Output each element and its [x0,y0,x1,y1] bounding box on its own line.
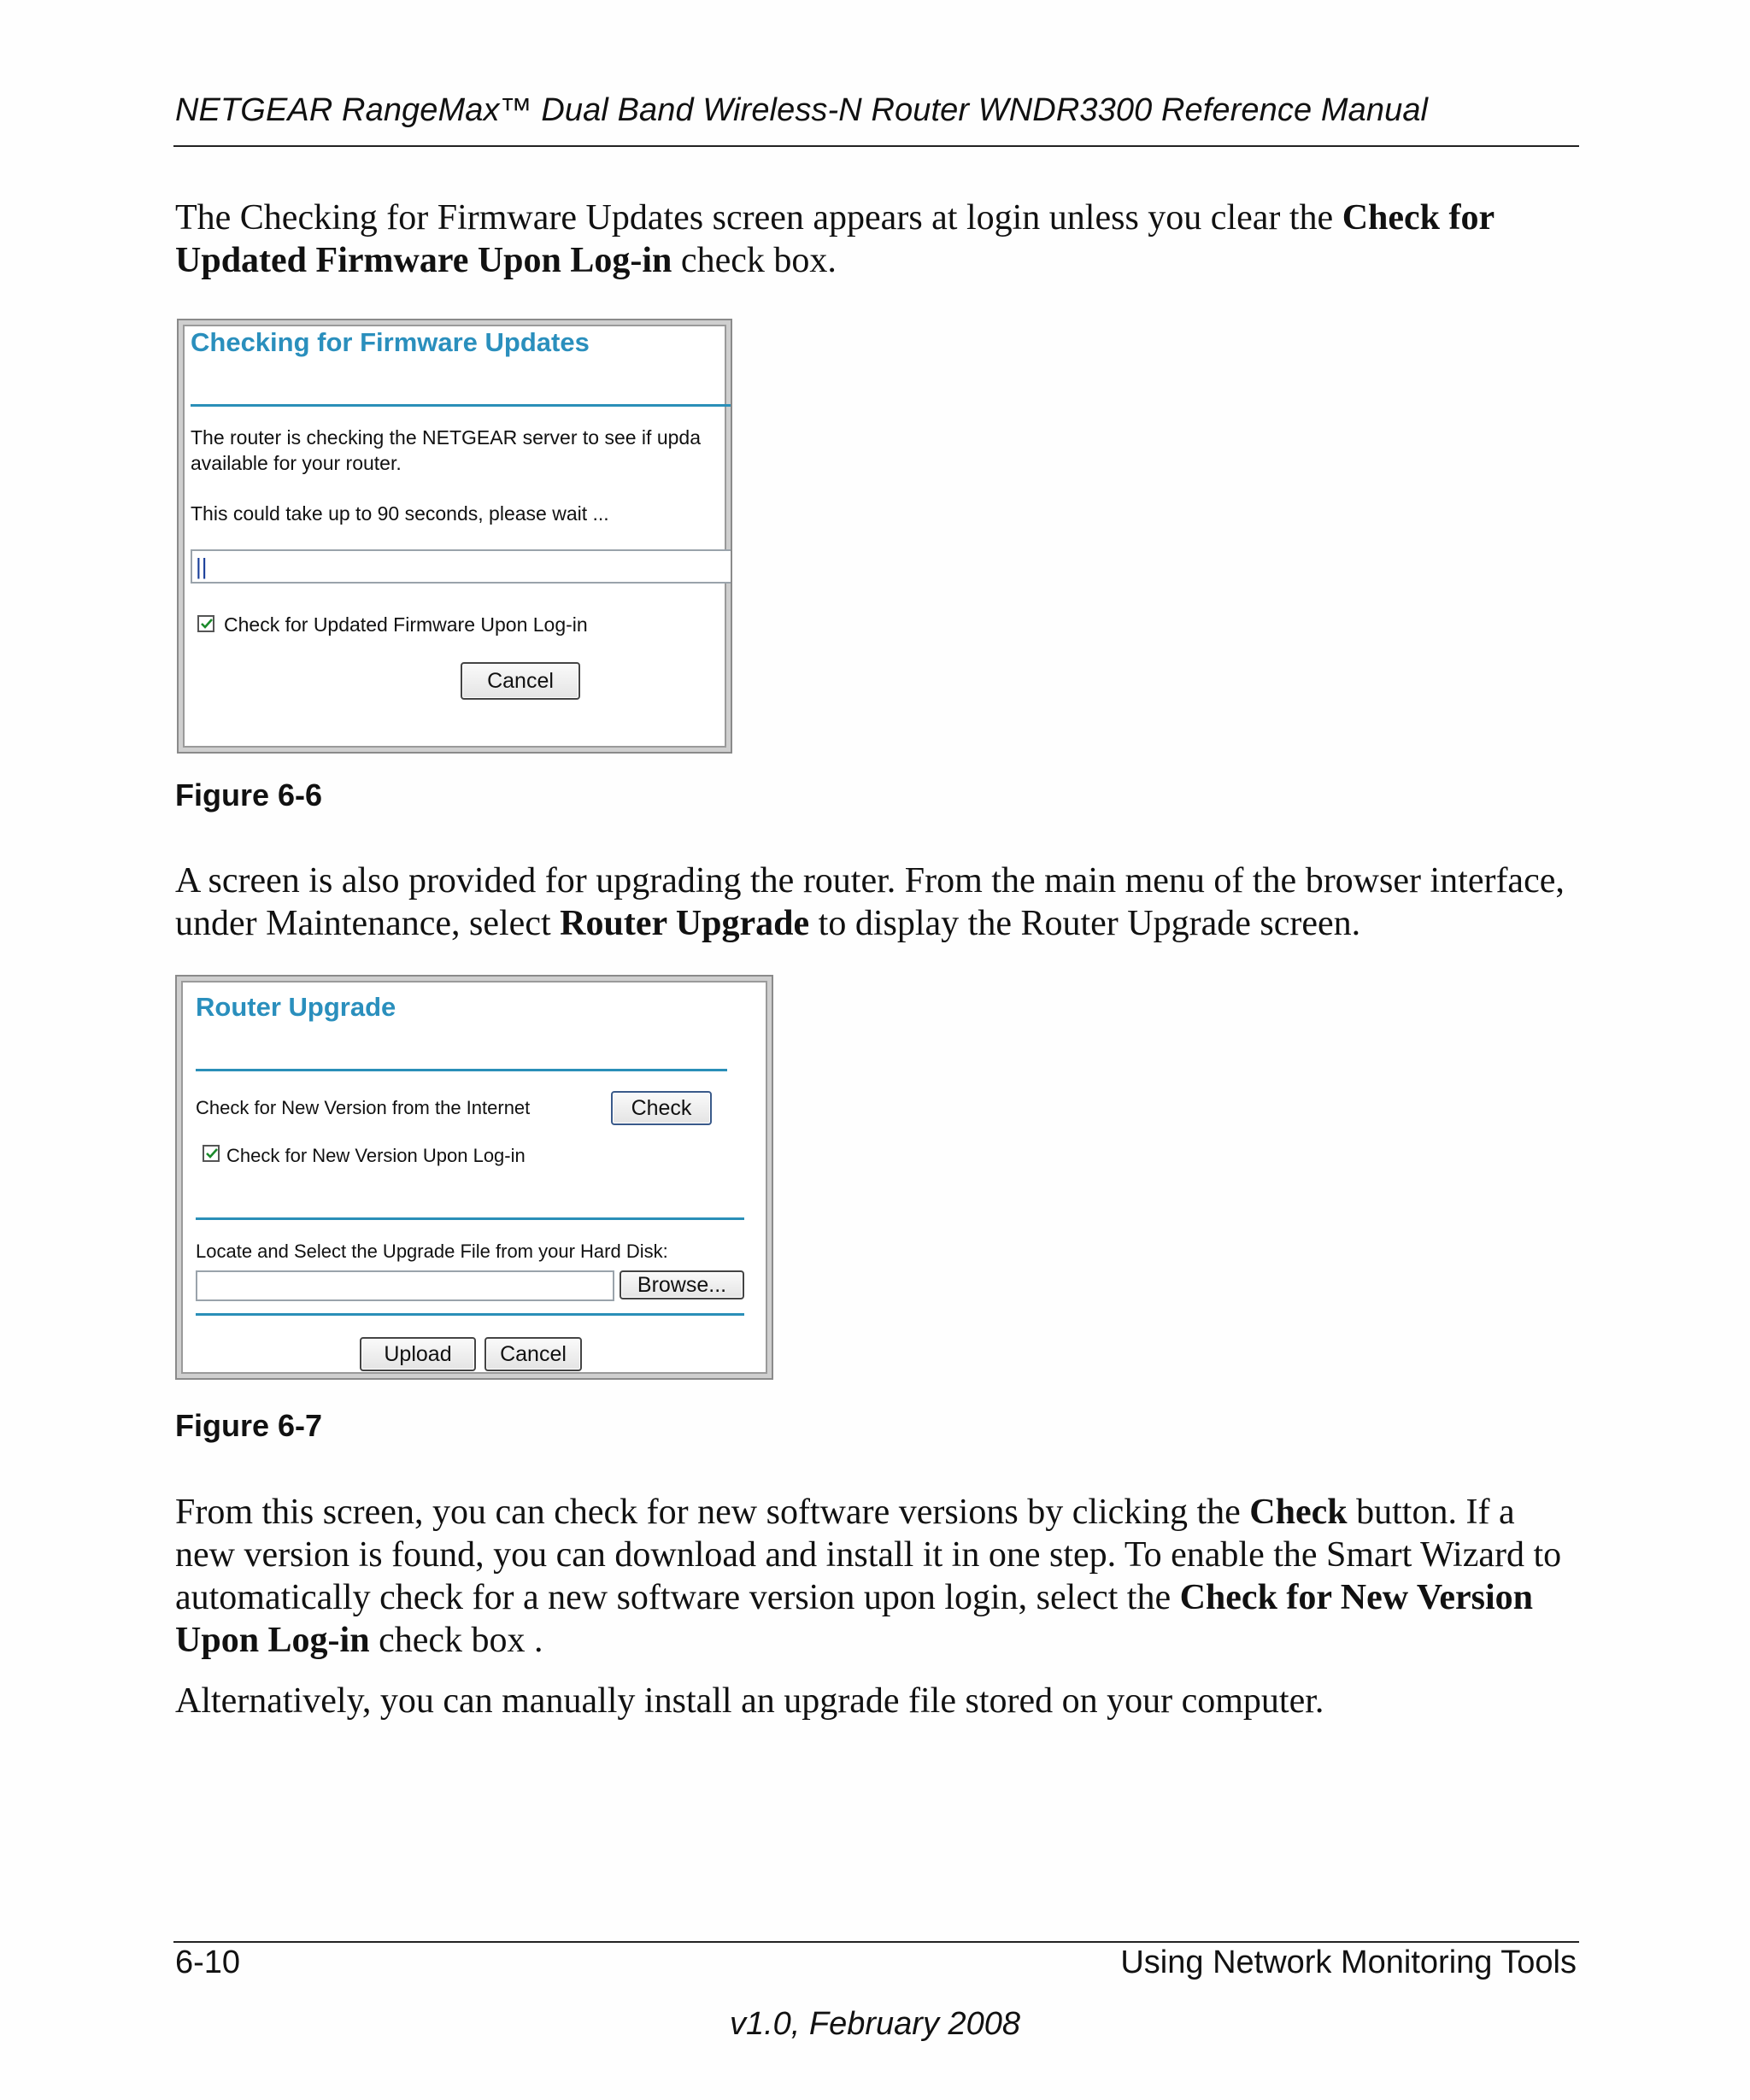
check-new-version-label: Check for New Version from the Internet [196,1097,531,1118]
paragraph-manual-install: Alternatively, you can manually install an upgrade file stored on your computer. [175,1681,1324,1721]
para2-bold-1: Router Upgrade [560,904,810,943]
header-rule [173,145,1579,147]
paragraph-router-upgrade [175,859,1577,945]
firmware-check-title: Checking for Firmware Updates [191,327,590,357]
checkmark-icon [205,1147,219,1160]
router-upgrade-screenshot [175,975,773,1380]
section-title: Using Network Monitoring Tools [1120,1945,1577,1980]
upgrade-file-input[interactable] [196,1270,614,1301]
figure-caption-6-6: Figure 6-6 [175,777,323,812]
checkmark-icon [200,617,214,631]
check-button[interactable]: Check [611,1091,712,1125]
para1-bold-1: Check for Updated Firmware Upon Log-in [175,198,1495,280]
version-login-checkbox[interactable] [203,1145,220,1162]
para1-text-1: The Checking for Firmware Updates screen appears at login unless you clear the [175,198,1342,238]
progress-bar [191,549,732,584]
paragraph-check-button [175,1491,1577,1662]
section-divider [196,1217,744,1220]
footer-rule [173,1941,1579,1943]
para3-text-1: From this screen, you can check for new software versions by clicking the [175,1493,1250,1532]
figure-caption-6-7: Figure 6-7 [175,1408,323,1443]
firmware-check-screenshot [177,319,732,754]
para3-bold-1: Check [1249,1493,1348,1532]
para3-text-3: check box . [369,1621,543,1660]
para3-bold-2: Check for New Version Upon Log-in [175,1578,1533,1660]
para2-text-2: to display the Router Upgrade screen. [809,904,1361,943]
status-line-2: available for your router. [191,452,402,474]
locate-file-label: Locate and Select the Upgrade File from your Hard Disk: [196,1241,668,1262]
router-upgrade-title: Router Upgrade [196,992,396,1022]
para3-text-2: button. If a new version is found, you can download and install it in one step. To enable the Smart Wizard to automatically check for a new software version upon login, select the [175,1493,1562,1617]
status-line-3: This could take up to 90 seconds, please wait ... [191,502,609,525]
section-divider [196,1313,744,1316]
cancel-button[interactable]: Cancel [461,662,580,700]
title-underline [196,1069,727,1071]
paragraph-firmware-check [175,197,1577,282]
progress-indicator: || [196,554,208,579]
cancel-button[interactable]: Cancel [484,1337,582,1371]
title-underline [191,404,731,407]
running-header: NETGEAR RangeMax™ Dual Band Wireless-N Router WNDR3300 Reference Manual [175,92,1429,128]
page-number: 6-10 [175,1945,241,1980]
version-date: v1.0, February 2008 [729,2006,1021,2042]
firmware-login-checkbox[interactable] [197,615,214,632]
para1-text-2: check box. [672,241,837,280]
browse-button[interactable]: Browse... [620,1270,744,1299]
status-line-1: The router is checking the NETGEAR server to see if upda [191,426,701,449]
version-login-checkbox-label: Check for New Version Upon Log-in [226,1145,526,1166]
firmware-login-checkbox-label: Check for Updated Firmware Upon Log-in [224,613,588,636]
para2-text-1: A screen is also provided for upgrading the router. From the main menu of the browser interface, under Maintenance, select [175,861,1565,943]
upload-button[interactable]: Upload [360,1337,476,1371]
